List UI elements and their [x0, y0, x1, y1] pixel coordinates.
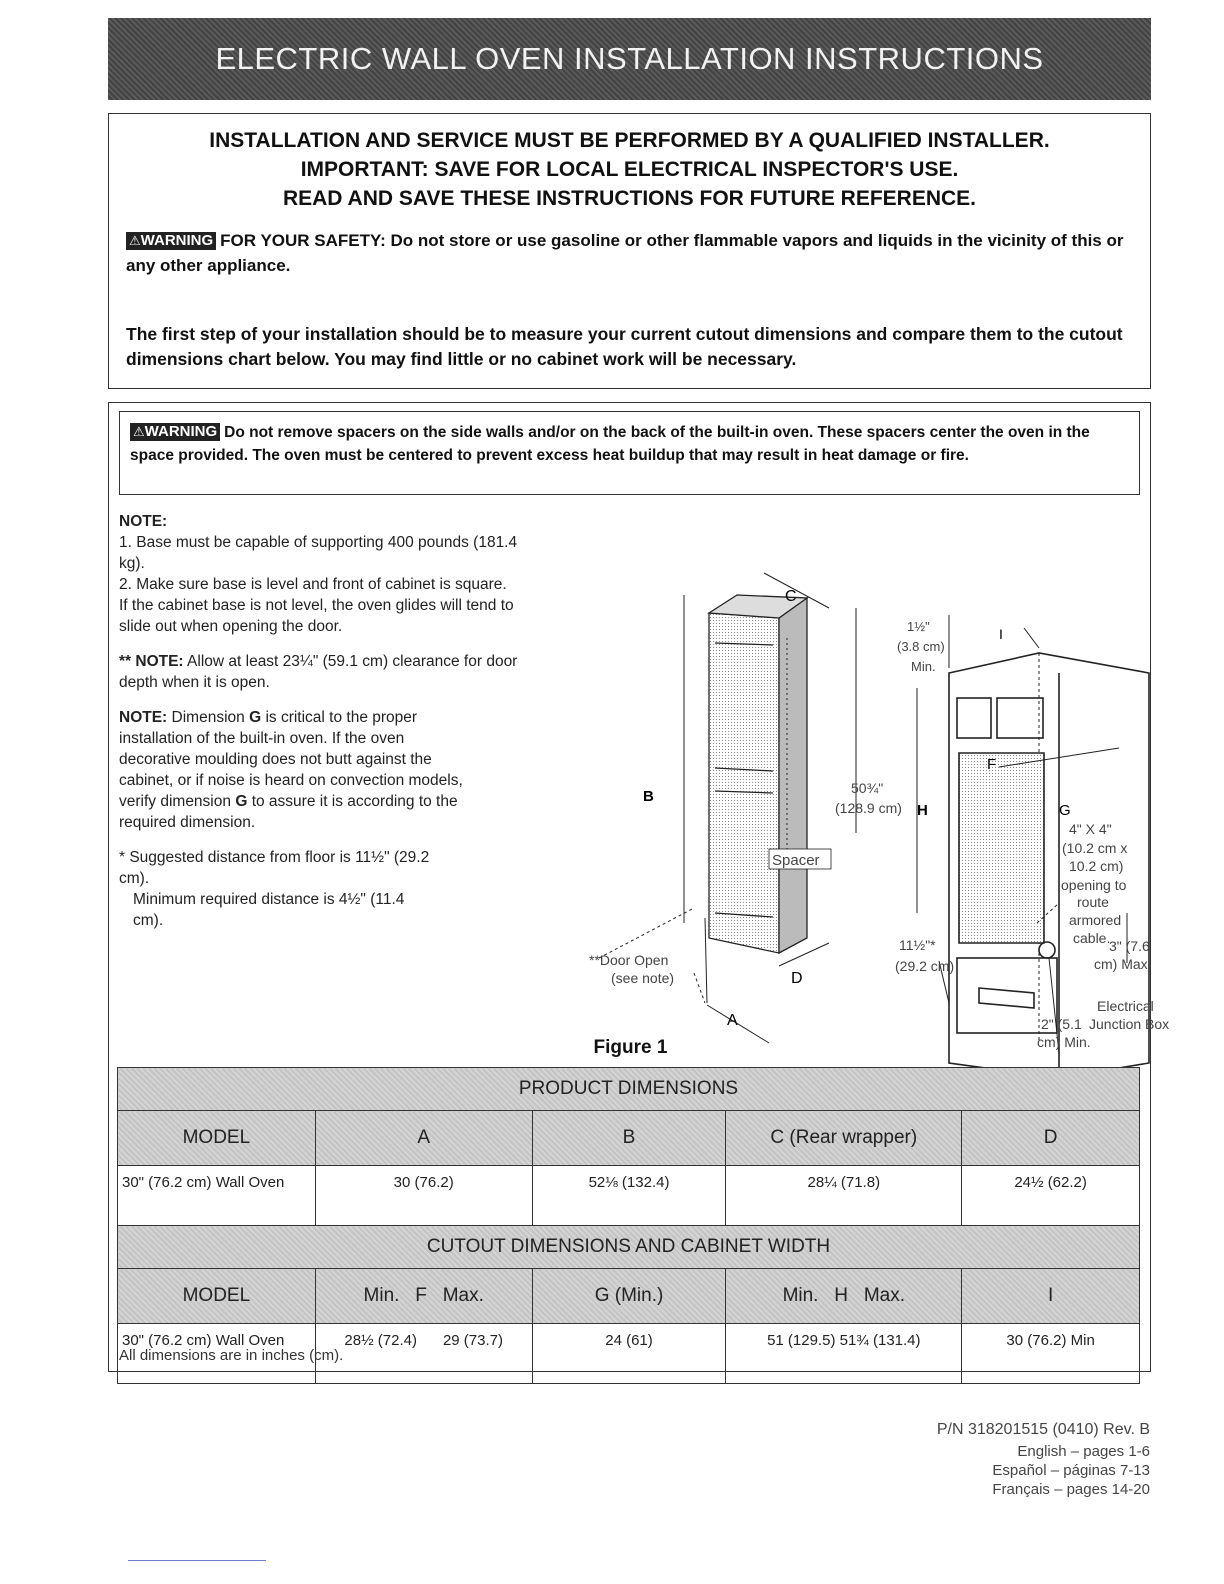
dimensions-table: [117, 1067, 1140, 1384]
cell-model: 30" (76.2 cm) Wall Oven: [118, 1166, 316, 1226]
dimensions-footnote: All dimensions are in inches (cm).: [119, 1347, 344, 1364]
label-50-cm: (128.9 cm): [835, 800, 902, 816]
main-content-box: [108, 402, 1170, 1372]
dimension-g-note: NOTE: Dimension G is critical to the proper installation of the built-in oven. If the oven decorative moulding does not butt against the cabinet, or if noise is heard on convection models, verify dimension G to assure it is according to the required dimension.: [119, 709, 463, 831]
english-pages: English – pages 1-6: [1017, 1443, 1150, 1460]
header-h: Min. H Max.: [726, 1269, 962, 1324]
save-instructions-line: READ AND SAVE THESE INSTRUCTIONS FOR FUTURE REFERENCE.: [282, 187, 977, 210]
notes-heading: NOTE:: [119, 513, 168, 530]
french-pages: Français – pages 14-20: [992, 1481, 1150, 1498]
cell-h: 51 (129.5) 51¾ (131.4): [726, 1324, 962, 1384]
cell-i: 30 (76.2) Min: [962, 1324, 1140, 1384]
label-a: A: [727, 1012, 738, 1029]
header-a: A: [315, 1111, 532, 1166]
note-item-1: 1. Base must be capable of supporting 400 pounds (181.4 kg).: [119, 534, 518, 572]
intro-box: [108, 113, 1151, 389]
intro-headline: [109, 126, 1150, 213]
label-g: G: [1059, 802, 1071, 819]
page-banner-title: ELECTRIC WALL OVEN INSTALLATION INSTRUCTIONS: [108, 18, 1151, 100]
min-top-inch: 1½": [907, 619, 930, 634]
product-row: [118, 1166, 1140, 1226]
cell-d: 24½ (62.2): [962, 1166, 1140, 1226]
notes-column: [119, 511, 539, 931]
svg-text:armored: armored: [1069, 912, 1122, 928]
svg-text:10.2 cm): 10.2 cm): [1069, 858, 1124, 874]
floor-minimum-note: Minimum required distance is 4½" (11.4 cm).: [133, 891, 405, 929]
inspector-line: IMPORTANT: SAVE FOR LOCAL ELECTRICAL INSPECTOR'S USE.: [300, 158, 959, 181]
cell-f: 28½ (72.4) 29 (73.7): [315, 1324, 532, 1384]
safety-warning: [126, 228, 1126, 278]
safety-warning-text: FOR YOUR SAFETY: Do not store or use gasoline or other flammable vapors and liquids in the vicinity of this or any other appliance.: [126, 231, 1124, 275]
min-top-label: Min.: [911, 659, 936, 674]
cell-model: 30" (76.2 cm) Wall Oven: [118, 1324, 316, 1384]
junction-box-label-1: Electrical: [1097, 998, 1154, 1014]
cutout-dimensions-title: CUTOUT DIMENSIONS AND CABINET WIDTH: [118, 1226, 1140, 1269]
label-d: D: [791, 970, 803, 987]
oven-illustration: [709, 595, 807, 953]
spacer-warning-text: Do not remove spacers on the side walls and/or on the back of the built-in oven. These spacers center the oven in the space provided. The oven must be centered to prevent excess heat buildup that may result in heat damage or fire.: [130, 424, 1090, 464]
qualified-installer-line: INSTALLATION AND SERVICE MUST BE PERFORMED BY A QUALIFIED INSTALLER.: [209, 129, 1050, 152]
svg-text:route: route: [1077, 894, 1109, 910]
label-50-inch: 50¾": [851, 780, 884, 796]
cell-c: 28¼ (71.8): [726, 1166, 962, 1226]
door-open-label: **Door Open: [589, 952, 669, 968]
svg-text:cable.: cable.: [1073, 930, 1111, 946]
warning-badge: ⚠WARNING: [130, 423, 220, 441]
max-3-cm: cm) Max.: [1094, 956, 1152, 972]
floor-inch: 11½"*: [899, 937, 936, 953]
footer: [937, 1420, 1150, 1499]
floor-cm: (29.2 cm): [895, 958, 955, 974]
min-top-cm: (3.8 cm): [897, 639, 945, 654]
spanish-pages: Español – páginas 7-13: [992, 1462, 1150, 1479]
product-dimensions-title: PRODUCT DIMENSIONS: [118, 1068, 1140, 1111]
label-c: C: [785, 588, 797, 605]
header-b: B: [532, 1111, 726, 1166]
max-3-inch: 3" (7.6: [1109, 938, 1150, 954]
svg-text:(10.2 cm x: (10.2 cm x: [1062, 840, 1128, 856]
warning-triangle-icon: ⚠: [133, 424, 145, 439]
cell-b: 52⅛ (132.4): [532, 1166, 726, 1226]
figure-caption: Figure 1: [593, 1037, 668, 1058]
header-model: MODEL: [118, 1111, 316, 1166]
header-g: G (Min.): [532, 1269, 726, 1324]
floor-distance-note: * Suggested distance from floor is 11½" (29.2 cm).: [119, 849, 430, 887]
header-model: MODEL: [118, 1269, 316, 1324]
warning-badge: ⚠WARNING: [126, 232, 216, 250]
part-number: P/N 318201515 (0410) Rev. B: [936, 1421, 1150, 1438]
label-spacer: Spacer: [772, 852, 820, 869]
warning-triangle-icon: ⚠: [129, 233, 141, 248]
header-i: I: [962, 1269, 1140, 1324]
label-i: I: [999, 626, 1003, 642]
cutout-header-row: [118, 1269, 1140, 1324]
header-d: D: [962, 1111, 1140, 1166]
svg-text:4" X 4": 4" X 4": [1069, 821, 1112, 837]
spacer-warning: [119, 411, 1140, 495]
header-f: Min. F Max.: [315, 1269, 532, 1324]
first-step-text: The first step of your installation should be to measure your current cutout dimensions and compare them to the cutout dimensions chart below. You may find little or no cabinet work will be necessary.: [126, 324, 1123, 369]
junction-box-label-2: Junction Box: [1089, 1016, 1170, 1032]
min-2-cm: cm) Min.: [1037, 1034, 1091, 1050]
label-f: F: [987, 756, 997, 773]
svg-text:opening to: opening to: [1061, 877, 1127, 893]
door-note: ** NOTE: Allow at least 23¼" (59.1 cm) clearance for door depth when it is open.: [119, 653, 518, 691]
min-2-inch: 2" (5.1: [1041, 1016, 1082, 1032]
door-open-note: (see note): [611, 970, 675, 986]
cell-g: 24 (61): [532, 1324, 726, 1384]
cell-a: 30 (76.2): [315, 1166, 532, 1226]
note-item-2: 2. Make sure base is level and front of cabinet is square. If the cabinet base is not level, the oven glides will tend to slide out when opening the door.: [119, 576, 514, 635]
product-header-row: [118, 1111, 1140, 1166]
cable-opening-label: [1061, 821, 1127, 946]
header-c: C (Rear wrapper): [726, 1111, 962, 1166]
label-h: H: [917, 802, 928, 819]
label-b: B: [643, 788, 654, 805]
bottom-divider: [128, 1560, 266, 1561]
